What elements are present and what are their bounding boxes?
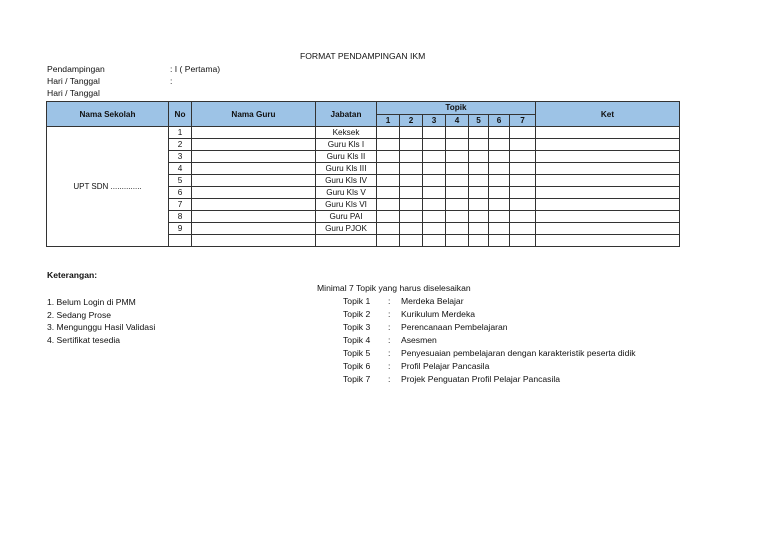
row-number: 7 <box>169 199 192 211</box>
position-cell: Guru Kls IV <box>316 175 377 187</box>
topic-cell <box>489 139 510 151</box>
topic-cell <box>423 139 446 151</box>
note-cell <box>536 151 680 163</box>
row-number: 2 <box>169 139 192 151</box>
topic-cell <box>400 199 423 211</box>
position-cell: Guru Kls VI <box>316 199 377 211</box>
teacher-name-cell <box>192 175 316 187</box>
topic-name: Topik 2 <box>343 309 371 319</box>
row-number: 5 <box>169 175 192 187</box>
topic-name: Topik 5 <box>343 348 371 358</box>
table-row <box>47 127 680 139</box>
topic-separator: : <box>388 309 391 319</box>
header-topic-2: 2 <box>400 114 423 127</box>
topic-cell <box>377 163 400 175</box>
topic-cell <box>377 127 400 139</box>
teacher-name-cell <box>192 211 316 223</box>
header-topic-7: 7 <box>510 114 536 127</box>
topic-cell <box>446 127 469 139</box>
position-cell: Guru Kls I <box>316 139 377 151</box>
meta-label-date-1: Hari / Tanggal <box>47 76 100 86</box>
topic-cell <box>446 211 469 223</box>
topic-cell <box>423 175 446 187</box>
teacher-name-cell <box>192 139 316 151</box>
header-topic-1: 1 <box>377 114 400 127</box>
row-number: 4 <box>169 163 192 175</box>
topic-description: Kurikulum Merdeka <box>401 309 476 319</box>
topic-cell <box>510 199 536 211</box>
topic-description: Profil Pelajar Pancasila <box>401 361 490 371</box>
note-cell <box>536 187 680 199</box>
mentoring-table <box>46 101 680 247</box>
note-cell <box>536 127 680 139</box>
topic-cell <box>510 187 536 199</box>
topic-cell <box>446 151 469 163</box>
topic-cell <box>469 223 489 235</box>
meta-value-pendampingan: : I ( Pertama) <box>170 64 221 74</box>
header-topic-6: 6 <box>489 114 510 127</box>
topic-cell <box>377 139 400 151</box>
teacher-name-cell <box>192 199 316 211</box>
topic-cell <box>400 223 423 235</box>
meta-label-pendampingan: Pendampingan <box>47 64 105 74</box>
topic-cell <box>510 211 536 223</box>
topic-cell <box>423 223 446 235</box>
note-item: 1. Belum Login di PMM <box>47 297 136 307</box>
topic-cell <box>489 223 510 235</box>
topic-cell <box>489 187 510 199</box>
school-name-cell: UPT SDN .............. <box>47 127 169 247</box>
header-topic-3: 3 <box>423 114 446 127</box>
table-body <box>47 127 680 247</box>
empty-cell <box>423 235 446 247</box>
topic-separator: : <box>388 348 391 358</box>
empty-cell <box>316 235 377 247</box>
topic-cell <box>510 139 536 151</box>
topic-description: Asesmen <box>401 335 437 345</box>
topic-cell <box>510 127 536 139</box>
teacher-name-cell <box>192 223 316 235</box>
header-topic: Topik <box>377 102 536 115</box>
header-school: Nama Sekolah <box>47 102 169 127</box>
teacher-name-cell <box>192 187 316 199</box>
row-number: 1 <box>169 127 192 139</box>
position-cell: Guru Kls III <box>316 163 377 175</box>
empty-cell <box>510 235 536 247</box>
empty-cell <box>192 235 316 247</box>
topic-cell <box>446 139 469 151</box>
topic-separator: : <box>388 335 391 345</box>
teacher-name-cell <box>192 151 316 163</box>
note-cell <box>536 175 680 187</box>
topic-cell <box>377 187 400 199</box>
topic-cell <box>469 187 489 199</box>
row-number: 3 <box>169 151 192 163</box>
position-cell: Guru Kls II <box>316 151 377 163</box>
row-number: 9 <box>169 223 192 235</box>
empty-cell <box>169 235 192 247</box>
topic-cell <box>489 163 510 175</box>
topic-cell <box>423 163 446 175</box>
row-number: 6 <box>169 187 192 199</box>
topic-cell <box>469 175 489 187</box>
header-position: Jabatan <box>316 102 377 127</box>
header-note: Ket <box>536 102 680 127</box>
topic-cell <box>423 151 446 163</box>
topics-intro: Minimal 7 Topik yang harus diselesaikan <box>317 283 471 293</box>
topic-cell <box>400 163 423 175</box>
note-item: 4. Sertifikat tesedia <box>47 335 121 345</box>
topic-name: Topik 4 <box>343 335 371 345</box>
note-cell <box>536 211 680 223</box>
topic-cell <box>400 211 423 223</box>
empty-cell <box>377 235 400 247</box>
topic-cell <box>489 127 510 139</box>
topic-cell <box>423 211 446 223</box>
topic-cell <box>423 127 446 139</box>
topic-cell <box>489 199 510 211</box>
topic-name: Topik 1 <box>343 296 371 306</box>
topic-separator: : <box>388 361 391 371</box>
topic-cell <box>377 211 400 223</box>
meta-value-date-1: : <box>170 76 173 86</box>
document-title: FORMAT PENDAMPINGAN IKM <box>300 51 426 61</box>
position-cell: Guru PJOK <box>316 223 377 235</box>
topic-description: Merdeka Belajar <box>401 296 464 306</box>
topic-cell <box>377 175 400 187</box>
topic-separator: : <box>388 322 391 332</box>
topic-cell <box>469 151 489 163</box>
meta-label-date-2: Hari / Tanggal <box>47 88 100 98</box>
topic-description: Penyesuaian pembelajaran dengan karakteristik peserta didik <box>401 348 636 358</box>
topic-cell <box>446 187 469 199</box>
topic-cell <box>469 139 489 151</box>
topic-cell <box>400 175 423 187</box>
empty-cell <box>400 235 423 247</box>
topic-cell <box>423 187 446 199</box>
note-cell <box>536 223 680 235</box>
topic-cell <box>469 211 489 223</box>
note-cell <box>536 199 680 211</box>
topic-cell <box>446 223 469 235</box>
note-cell <box>536 139 680 151</box>
topic-cell <box>377 223 400 235</box>
note-cell <box>536 163 680 175</box>
topic-cell <box>489 151 510 163</box>
topic-cell <box>400 151 423 163</box>
topic-cell <box>510 163 536 175</box>
header-topic-5: 5 <box>469 114 489 127</box>
topic-cell <box>446 175 469 187</box>
topic-cell <box>510 175 536 187</box>
empty-cell <box>536 235 680 247</box>
topic-description: Projek Penguatan Profil Pelajar Pancasila <box>401 374 561 384</box>
topic-cell <box>446 199 469 211</box>
topic-cell <box>489 175 510 187</box>
topic-cell <box>469 199 489 211</box>
topic-separator: : <box>388 296 391 306</box>
topic-cell <box>377 199 400 211</box>
topic-cell <box>469 163 489 175</box>
topic-cell <box>423 199 446 211</box>
row-number: 8 <box>169 211 192 223</box>
topic-name: Topik 7 <box>343 374 371 384</box>
topic-name: Topik 6 <box>343 361 371 371</box>
topic-cell <box>469 127 489 139</box>
topic-cell <box>400 139 423 151</box>
teacher-name-cell <box>192 127 316 139</box>
header-no: No <box>169 102 192 127</box>
topic-cell <box>489 211 510 223</box>
topic-cell <box>377 151 400 163</box>
topic-name: Topik 3 <box>343 322 371 332</box>
topic-cell <box>510 223 536 235</box>
header-topic-4: 4 <box>446 114 469 127</box>
topic-cell <box>446 163 469 175</box>
empty-cell <box>489 235 510 247</box>
header-teacher-name: Nama Guru <box>192 102 316 127</box>
teacher-name-cell <box>192 163 316 175</box>
position-cell: Guru Kls V <box>316 187 377 199</box>
topic-cell <box>400 127 423 139</box>
topic-separator: : <box>388 374 391 384</box>
topic-cell <box>510 151 536 163</box>
empty-cell <box>469 235 489 247</box>
position-cell: Keksek <box>316 127 377 139</box>
topic-description: Perencanaan Pembelajaran <box>401 322 508 332</box>
position-cell: Guru PAI <box>316 211 377 223</box>
note-item: 3. Mengunggu Hasil Validasi <box>47 322 156 332</box>
topic-cell <box>400 187 423 199</box>
empty-cell <box>446 235 469 247</box>
note-item: 2. Sedang Prose <box>47 310 112 320</box>
notes-heading: Keterangan: <box>47 270 98 280</box>
